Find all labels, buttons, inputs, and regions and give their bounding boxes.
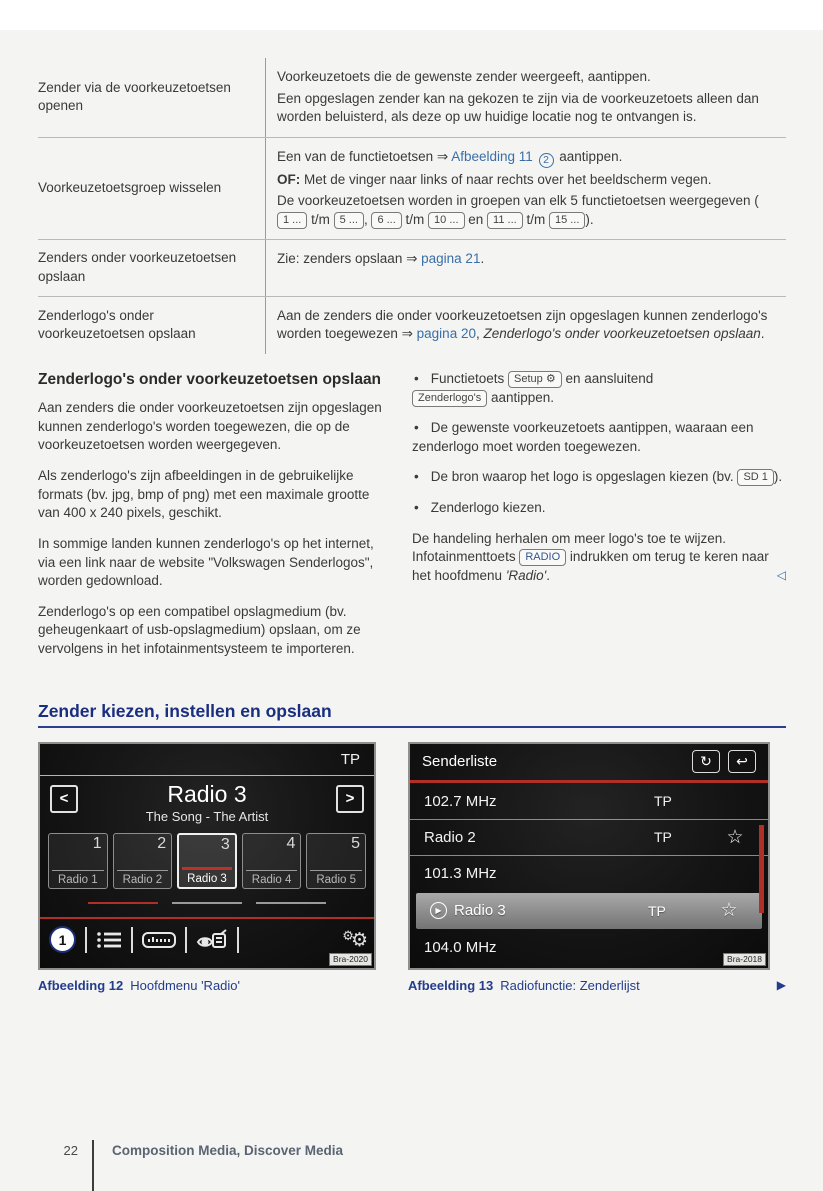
station-nav-row [40,776,374,824]
preset-label: Radio 5 [310,870,362,886]
table-text [277,250,782,269]
text-segment: De handeling herhalen om meer logo's toe te wijzen. Infotainmenttoets [412,530,727,565]
bullet-item [412,419,786,456]
table-row-content [266,240,786,295]
section-end-icon: ◁ [776,568,786,583]
figure-ref-link[interactable]: Afbeelding 11 [451,148,533,164]
radio-key: RADIO [519,549,566,566]
text-segment: t/m [307,211,334,227]
table-row [38,297,786,354]
text-segment: , [475,326,484,342]
text-segment: en aansluitend [561,370,654,386]
preset-buttons-row [40,833,374,889]
caption-fig12 [38,978,408,993]
text-segment: t/m [522,211,549,227]
station-list-icon [96,930,122,950]
or-prefix: OF: [277,171,301,187]
bullet-item [412,499,786,518]
favorite-star-icon: ☆ [726,826,744,848]
table-text [277,192,782,229]
station-name: Radio 2 [424,828,476,846]
figure-13-stationlist-screen [408,742,770,970]
preset-label: Radio 4 [246,870,298,886]
article-paragraph: Aan zenders die onder voorkeuzetoetsen zijn opgeslagen kunnen zenderlogo's worden toegewezen, die op de voorkeuzetoetsen worden weergegeven. [38,400,382,453]
group-indicator [172,902,242,904]
table-row-content [266,58,786,137]
list-title: Senderliste [422,753,498,771]
figures-row [38,742,786,970]
preset-number: 4 [286,834,296,852]
bullet-icon: • [414,420,419,436]
table-row-label: Zender via de voorkeuzetoetsen openen [38,58,266,137]
table-row-content [266,297,786,354]
next-station-button: > [336,785,364,813]
function-reference-table [38,58,786,354]
figure-12-radio-screen [38,742,376,970]
text-segment: . [760,326,765,342]
caption-text: Radiofunctie: Zenderlijst [500,977,640,993]
table-text [277,148,782,168]
page-top-margin [0,0,823,30]
preset-key-15: 15 ... [549,212,585,229]
song-info: The Song - The Artist [145,808,269,824]
station-row [410,820,768,856]
station-row-selected [416,893,762,929]
footer-title: Composition Media, Discover Media [112,1143,344,1158]
frequency-band-icon [142,931,176,949]
table-text: Voorkeuzetoets die de gewenste zender weergeeft, aantippen. [277,69,651,84]
table-row-label: Zenders onder voorkeuzetoetsen opslaan [38,240,266,295]
station-list [410,783,768,967]
text-segment: . [480,251,485,267]
scrollbar-indicator [759,825,764,913]
bullet-icon: • [414,500,419,516]
figure-captions [38,978,786,993]
text-segment: De gewenste voorkeuzetoets aantippen, waaraan een zenderlogo moet worden toegewezen. [412,420,754,454]
tp-indicator: TP [648,902,666,919]
preset-number: 5 [351,834,360,852]
text-segment: , [363,211,372,227]
previous-station-button: < [50,785,78,813]
article-right-column [412,370,786,671]
caption-label: Afbeelding 13 [408,977,494,993]
article-paragraph: In sommige landen kunnen zenderlogo's op het internet, via een link naar de website "Volkswagen Senderlogos", worden gedownload. [38,535,374,589]
text-segment: Met de vinger naar links of naar rechts over het beeldscherm vegen. [300,171,712,187]
text-segment: en [464,211,488,227]
bullet-icon: • [414,370,419,386]
callout-2-badge: 2 [539,153,554,168]
station-name: Radio 3 [454,902,506,920]
italic-reference: 'Radio' [505,567,547,583]
group-indicator-active [88,902,158,904]
tp-indicator: TP [654,829,672,846]
station-row [410,930,768,966]
group-indicator [256,902,326,904]
caption-fig13 [408,978,786,993]
footer-divider-bar [92,1140,94,1191]
article-paragraph: Zenderlogo's op een compatibel opslagmedium (bv. geheugenkaart of usb-opslagmedium) opslaan, om ze vervolgens in het infotainmentsysteem te importeren. [38,603,361,656]
preset-label: Radio 1 [52,870,104,886]
preset-button-2 [113,833,173,889]
favorite-star-icon: ☆ [720,900,738,922]
toolbar-separator [85,927,87,953]
tp-indicator: TP [340,750,360,768]
bullet-item [412,468,786,487]
text-segment: ). [585,211,594,227]
continues-next-page-icon: ▶ [776,977,786,992]
table-row-label: Voorkeuzetoetsgroep wisselen [38,138,266,240]
text-segment: Functietoets [430,370,509,386]
preset-key-6: 6 ... [371,212,401,229]
text-segment: ). [773,469,783,485]
list-header [410,744,768,780]
article-paragraph: Als zenderlogo's zijn afbeeldingen in de gebruikelijke formats (bv. jpg, bmp of png) met een maximale grootte van 400 x 240 pixels, geschikt. [38,468,370,521]
caption-text: Hoofdmenu 'Radio' [130,977,241,993]
table-text: Een opgeslagen zender kan na gekozen te zijn via de voorkeuzetoets alleen dan worden beluisterd, als deze op uw huidige locatie nog te ontvangen is. [277,90,759,125]
station-name: 102.7 MHz [424,792,497,810]
preset-key-1: 1 ... [277,212,307,229]
preset-button-3-selected [177,833,237,889]
station-name: 104.0 MHz [424,939,497,957]
preset-label: Radio 2 [117,870,169,886]
section-heading-block [38,701,786,728]
table-text [277,307,782,344]
preset-number: 2 [157,834,167,852]
section-heading: Zender kiezen, instellen en opslaan [38,700,332,721]
preset-label: Radio 3 [182,867,232,885]
italic-reference: Zenderlogo's onder voorkeuzetoetsen opslaan [483,326,761,342]
article-heading: Zenderlogo's onder voorkeuzetoetsen opslaan [38,370,382,388]
preset-group-indicators [40,902,374,904]
table-row-label: Zenderlogo's onder voorkeuzetoetsen opslaan [38,297,266,354]
preset-number: 1 [92,834,102,852]
toolbar-separator [131,927,133,953]
preset-key-5: 5 ... [334,212,364,229]
toolbar-separator [237,927,239,953]
station-row [410,856,768,892]
table-row-content [266,138,786,240]
text-segment: Zenderlogo kiezen. [430,500,546,516]
page-ref-link[interactable]: pagina 20 [416,326,476,342]
page-ref-link[interactable]: pagina 21 [421,251,481,267]
table-text [277,171,782,190]
back-icon: ↩ [728,750,756,773]
table-row [38,58,786,138]
text-segment: aantippen. [487,389,555,405]
text-segment: Zie: zenders opslaan ⇒ [277,251,422,267]
image-code-tag: Bra-2020 [329,953,372,966]
text-segment: t/m [401,211,429,227]
bottom-toolbar [40,919,374,961]
text-segment: indrukken om terug te keren naar het hoofdmenu [412,549,769,583]
closing-paragraph [412,530,786,586]
preset-button-5 [306,833,366,889]
preset-key-10: 10 ... [428,212,464,229]
station-name: Radio 3 [167,780,247,807]
article-left-column [38,370,390,671]
callout-1-badge: 1 [49,926,76,953]
page-content [38,58,786,993]
preset-number: 3 [220,835,230,853]
text-segment: Aan de zenders die onder voorkeuzetoetsen zijn opgeslagen kunnen zenderlogo's worden toegewezen ⇒ [277,307,768,342]
image-code-tag: Bra-2018 [723,953,766,966]
page-footer [38,1140,343,1191]
text-segment: . [546,567,551,583]
status-bar [40,744,374,776]
play-icon: ▶ [430,902,447,919]
text-segment: De bron waarop het logo is opgeslagen kiezen (bv. [430,469,738,485]
article-section [38,370,786,671]
text-segment: De voorkeuzetoetsen worden in groepen van elk 5 functietoetsen weergegeven ( [277,193,759,209]
bullet-item [412,370,786,407]
sd1-key: SD 1 [737,469,773,486]
text-segment: Een van de functietoetsen ⇒ [277,148,452,164]
table-row [38,138,786,241]
tp-indicator: TP [654,793,672,810]
text-segment: aantippen. [555,148,623,164]
preset-button-1 [48,833,108,889]
preset-button-4 [242,833,302,889]
page-number: 22 [63,1143,78,1158]
toolbar-separator [185,927,187,953]
bullet-icon: • [414,469,419,485]
settings-gears-icon: ⚙⚙ [342,927,365,951]
preset-key-11: 11 ... [487,212,523,229]
station-name: 101.3 MHz [424,865,497,883]
station-title-block [78,781,336,824]
caption-label: Afbeelding 12 [38,977,124,993]
manual-tune-radio-icon [196,929,228,951]
setup-key: Setup ⚙ [508,371,562,388]
refresh-icon: ↻ [692,750,720,773]
station-name-group [430,902,648,919]
table-row [38,240,786,296]
station-row [410,784,768,820]
zenderlogos-key: Zenderlogo's [412,390,487,407]
